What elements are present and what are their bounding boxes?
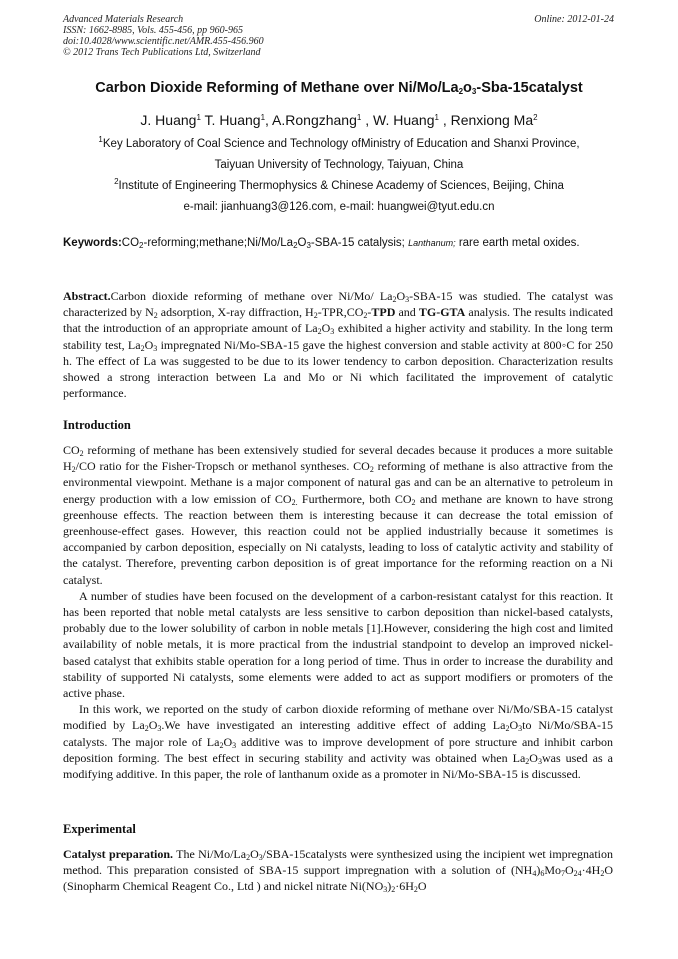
running-header bbox=[63, 14, 264, 58]
intro-paragraph-3: In this work, we reported on the study of carbon dioxide reforming of methane over Ni/Mo/SBA-15 catalyst modified by $La_2O_3.We$ have investigated an interesting additive effect of adding $La_2O_3to$ Ni/Mo/SBA-15 catalysts. The major role of $La_2O_3$ additive was to improve development of pore structure and inhibit carbon deposition forming. The best effect in securing stability and activity was obtained when $La_2O_3was$ used as a modifying additive. In this paper, the role of lanthanum oxide as a promoter in Ni/Mo-SBA-15 is discussed. bbox=[63, 702, 614, 782]
affiliation-1: $^1$Key Laboratory of Coal Science and Technology ofMinistry of Education and Shanxi Province, bbox=[98, 135, 580, 150]
introduction-body bbox=[63, 442, 613, 782]
introduction-heading: Introduction bbox=[63, 418, 131, 432]
author-list: J. Huang$^1$ T. Huang$^1$, A.Rongzhang$^1$ , W. Huang$^1$ , Renxiong Ma$^2$ bbox=[140, 112, 538, 128]
issn-line: ISSN: 1662-8985, Vols. 455-456, pp 960-965 bbox=[63, 25, 243, 36]
keywords: $Keywords:CO_2-reforming;methane;Ni/Mo/La_2O_3-SBA-15$ catalysis; Lanthanum; rare earth metal oxides. bbox=[63, 237, 580, 250]
paper-title: Carbon Dioxide Reforming of Methane over $Ni/Mo/La_2o_3-Sba-15catalyst$ bbox=[95, 80, 583, 96]
abstract-text: Carbon dioxide reforming of methane over Ni/Mo/ $La_2O_3-SBA-15$ was studied. The catalyst was characterized by $N_2$ adsorption, X-ray diffraction, $H_2-TPR,CO_2$-TPD and TG-GTA analysis. The results indicated that the introduction of an appropriate amount of $La_2O_3$ exhibited a higher activity and stability. In the long term stability test, $La_2O_3$ impregnated Ni/Mo-SBA-15 gave the highest conversion and stable activity at 800◦C for 250 h. The effect of La was suggested to be due to its lower tendency to carbon deposition. Characterization results showed a strong interaction between La and Mo or Ni which facilitated the improvement of catalytic performance. bbox=[63, 289, 613, 401]
affiliation-1-cont: Taiyuan University of Technology, Taiyuan, China bbox=[214, 159, 464, 171]
journal-name: Advanced Materials Research bbox=[63, 14, 184, 25]
abstract: Abstract.Carbon dioxide reforming of methane over Ni/Mo/ $La_2O_3-SBA-15$ was studied. The catalyst was characterized by $N_2$ adsorption, X-ray diffraction, $H_2-TPR,CO_2$-TPD and TG-GTA analysis. The results indicated that the introduction of an appropriate amount of $La_2O_3$ exhibited a higher activity and stability. In the long term stability test, $La_2O_3$ impregnated Ni/Mo-SBA-15 gave the highest conversion and stable activity at 800◦C for 250 h. The effect of La was suggested to be due to its lower tendency to carbon deposition. Characterization results showed a strong interaction between La and Mo or Ni which facilitated the improvement of catalytic performance. bbox=[63, 289, 613, 401]
author-emails: e-mail: jianhuang3@126.com, e-mail: huangwei@tyut.edu.cn bbox=[183, 201, 495, 213]
intro-paragraph-2: A number of studies have been focused on the development of a carbon-resistant catalyst for this reaction. It has been reported that noble metal catalysts are less sensitive to carbon deposition than nickel-based catalysts, probably due to the lower solubility of carbon in noble metals [1].However, considering the high cost and limited availability of noble metals, it is more practical from the industrial standpoint to develop an improved nickel-based catalyst that exhibits stable operation for a long period of time. Thus in order to increase the durability and stability of supported Ni catalysts, some elements were added to act as support modifiers or promoters of the active phase. bbox=[63, 588, 613, 701]
intro-paragraph-1: $CO_2$ reforming of methane has been extensively studied for several decades because it produces a more suitable $H_2/CO$ ratio for the Fisher-Tropsch or methanol syntheses. $CO_2$ reforming of methane is also attractive from the environmental viewpoint. Methane is a major component of natural gas and can be an alternative to petroleum in energy production with a low emission of $CO_{2.}$ Furthermore, both $CO_2$ and methane are known to have strong greenhouse effects. The reaction between them is interesting because it can decrease the total emission of greenhouse-effect gases. However, this reaction could not be applied industrially because it sometimes is accompanied by carbon deposition, especially on Ni catalysts, leading to loss of catalytic activity and stability of the catalyst. Therefore, preventing carbon deposition is of great importance for the reforming reaction on a Ni catalyst. bbox=[63, 443, 613, 587]
affiliation-2: $^2$Institute of Engineering Thermophysics & Chinese Academy of Sciences, Beijing, China bbox=[114, 177, 564, 192]
doi-line: doi:10.4028/www.scientific.net/AMR.455-456.960 bbox=[63, 36, 264, 47]
experimental-body bbox=[63, 846, 613, 895]
experimental-heading: Experimental bbox=[63, 822, 136, 836]
online-date: Online: 2012-01-24 bbox=[534, 14, 614, 25]
copyright-line: © 2012 Trans Tech Publications Ltd, Switzerland bbox=[63, 47, 261, 58]
experimental-paragraph-1: Catalyst preparation. The $Ni/Mo/La_2O_3/SBA-15catalysts$ were synthesized using the incipient wet impregnation method. This preparation consisted of SBA-15 support impregnation with a solution of $(NH_4)_6Mo_7O_{24}\cdot 4H_2O$ (Sinopharm Chemical Reagent Co., Ltd ) and nickel nitrate $Ni(NO_3)_2\cdot 6H_2O$ bbox=[63, 847, 613, 895]
